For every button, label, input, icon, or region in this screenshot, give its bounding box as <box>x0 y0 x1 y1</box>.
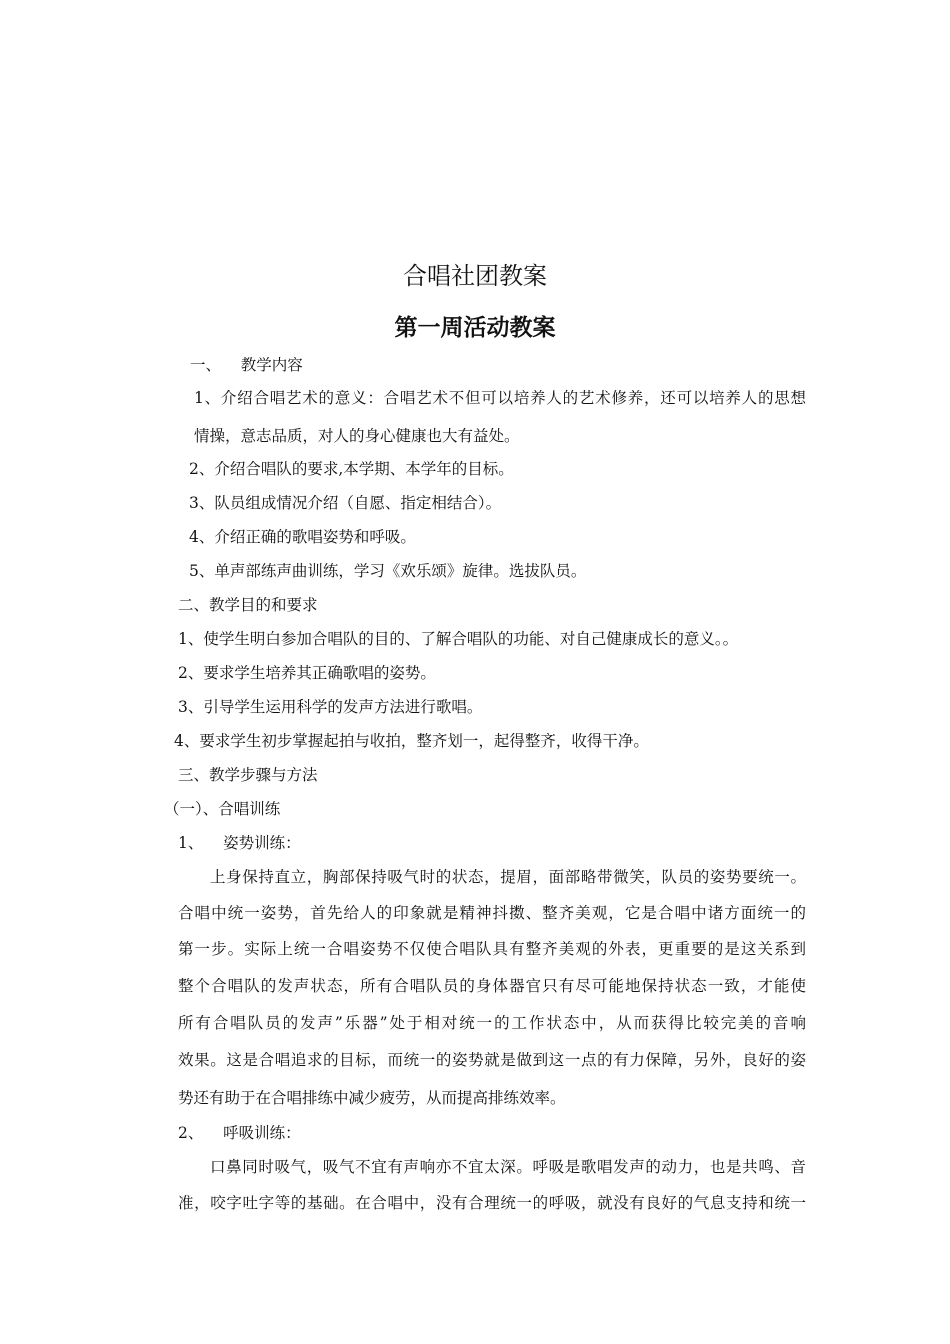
list-item: 5、单声部练声曲训练，学习《欢乐颂》旋律。选拔队员。 <box>189 562 587 580</box>
list-item: 2、介绍合唱队的要求,本学期、本学年的目标。 <box>189 460 514 478</box>
paragraph-line: 口鼻同时吸气，吸气不宜有声响亦不宜太深。呼吸是歌唱发声的动力，也是共鸣、音 <box>210 1158 806 1176</box>
list-item: 2、要求学生培养其正确歌唱的姿势。 <box>178 664 436 682</box>
paragraph-line: 上身保持直立，胸部保持吸气时的状态，提眉，面部略带微笑，队员的姿势要统一。 <box>210 868 806 886</box>
paragraph-line: 1、介绍合唱艺术的意义：合唱艺术不但可以培养人的艺术修养，还可以培养人的思想 <box>194 389 806 407</box>
item-heading: 2、 呼吸训练： <box>178 1124 301 1142</box>
paragraph-line: 整个合唱队的发声状态，所有合唱队员的身体器官只有尽可能地保持状态一致，才能使 <box>178 977 806 995</box>
paragraph-line: 准，咬字吐字等的基础。在合唱中，没有合理统一的呼吸，就没有良好的气息支持和统一 <box>178 1194 806 1212</box>
paragraph-line: 效果。这是合唱追求的目标，而统一的姿势就是做到这一点的有力保障，另外，良好的姿 <box>178 1051 806 1069</box>
document-title: 合唱社团教案 <box>403 262 547 290</box>
list-item: 1、使学生明白参加合唱队的目的、了解合唱队的功能、对自己健康成长的意义。。 <box>178 630 739 648</box>
section-heading-2: 二、教学目的和要求 <box>178 596 318 614</box>
paragraph-line: 势还有助于在合唱排练中减少疲劳，从而提高排练效率。 <box>178 1089 566 1107</box>
list-item: 4、要求学生初步掌握起拍与收拍，整齐划一，起得整齐，收得干净。 <box>174 732 649 750</box>
item-heading: 1、 姿势训练： <box>178 834 301 852</box>
paragraph-line: 合唱中统一姿势，首先给人的印象就是精神抖擞、整齐美观，它是合唱中诸方面统一的 <box>178 904 806 922</box>
section-heading-1: 一、 教学内容 <box>190 356 303 374</box>
list-item: 3、引导学生运用科学的发声方法进行歌唱。 <box>178 698 483 716</box>
section-heading-3: 三、教学步骤与方法 <box>178 766 318 784</box>
paragraph-line: 情操，意志品质，对人的身心健康也大有益处。 <box>194 427 520 445</box>
list-item: 4、介绍正确的歌唱姿势和呼吸。 <box>189 528 416 546</box>
paragraph-line: 第一步。实际上统一合唱姿势不仅使合唱队具有整齐美观的外表，更重要的是这关系到 <box>178 940 806 958</box>
document-subtitle: 第一周活动教案 <box>394 315 556 341</box>
paragraph-line: 所有合唱队员的发声”乐器”处于相对统一的工作状态中，从而获得比较完美的音响 <box>178 1014 806 1032</box>
subsection-heading: （一）、合唱训练 <box>164 800 281 818</box>
list-item: 3、队员组成情况介绍（自愿、指定相结合）。 <box>189 494 502 512</box>
